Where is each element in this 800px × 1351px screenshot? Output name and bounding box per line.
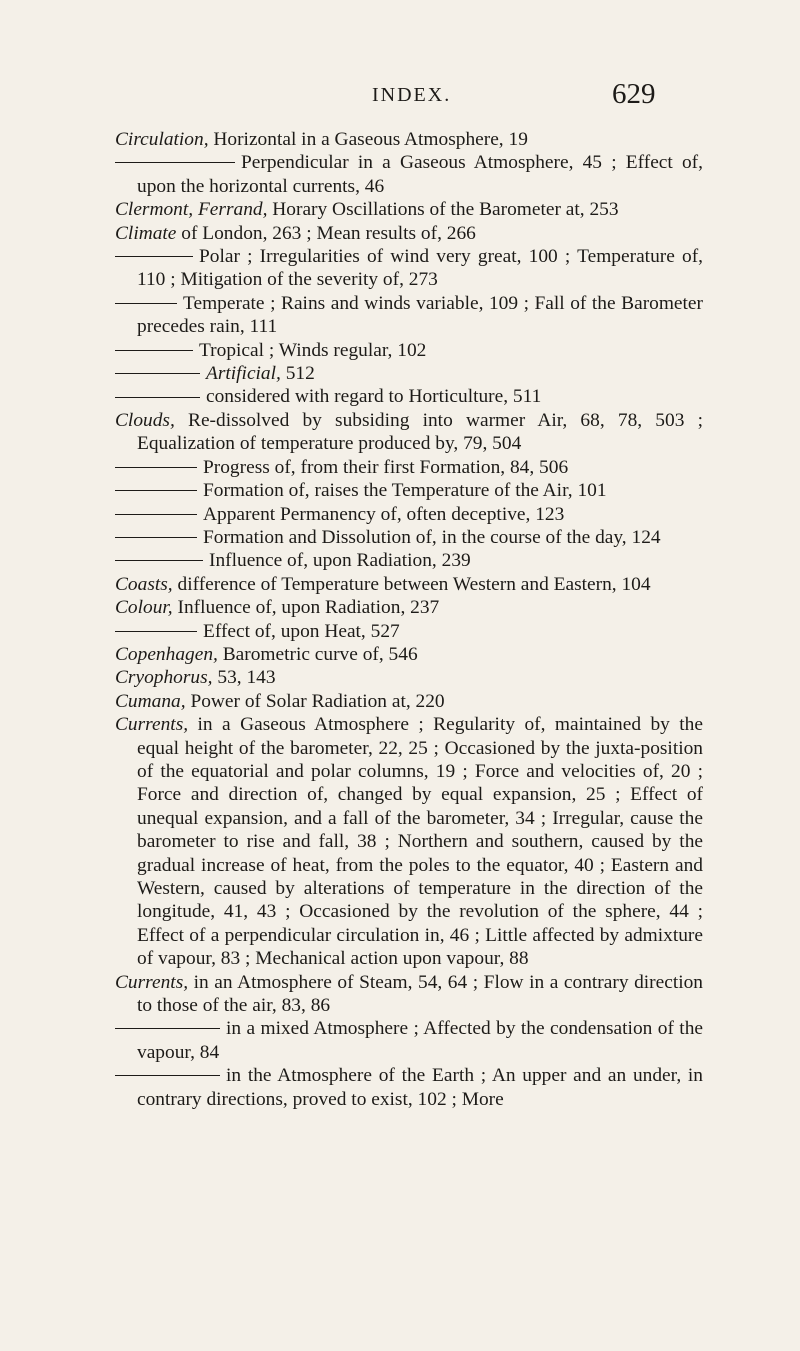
index-entry (115, 409, 703, 456)
entry-text: Tropical ; Winds regular, 102 (199, 339, 427, 361)
ditto-dash (115, 350, 193, 351)
index-entry (115, 479, 703, 502)
index-entry (115, 549, 703, 572)
entry-text: Power of Solar Radiation at, 220 (190, 690, 445, 712)
page-header (0, 78, 800, 118)
entry-text: in an Atmosphere of Steam, 54, 64 ; Flow in a contrary direction to those of the air, 83, 86 (137, 971, 703, 1017)
entry-heading: Cumana, (115, 690, 186, 712)
index-entry (115, 1017, 703, 1064)
index-entry (115, 385, 703, 408)
index-entry (115, 620, 703, 643)
entry-text: 512 (285, 363, 315, 385)
index-entry (115, 245, 703, 292)
entry-heading: Climate (115, 222, 177, 244)
index-entry (115, 643, 703, 666)
entry-text: Influence of, upon Radiation, 239 (209, 550, 471, 572)
ditto-dash (115, 256, 193, 257)
entry-text: Influence of, upon Radiation, 237 (177, 597, 440, 619)
ditto-dash (115, 397, 200, 398)
entry-text: in the Atmosphere of the Earth ; An upper and an under, in contrary directions, proved to exist, 102 ; More (137, 1065, 703, 1110)
index-entry (115, 456, 703, 479)
ditto-dash (115, 490, 197, 491)
running-head: INDEX. (372, 84, 452, 106)
entry-text: Effect of, upon Heat, 527 (203, 620, 400, 642)
index-entry (115, 666, 703, 689)
entry-heading: Colour, (115, 597, 173, 619)
ditto-dash (115, 1075, 220, 1076)
entry-text: Re-dissolved by subsiding into warmer Air, 68, 78, 503 ; Equalization of temperature produced by, 79, 504 (137, 409, 703, 455)
entry-heading: Artificial, (206, 363, 281, 385)
entry-text: considered with regard to Horticulture, 511 (206, 386, 542, 408)
index-body (115, 128, 703, 1111)
ditto-dash (115, 537, 197, 538)
entry-heading: Coasts, (115, 573, 173, 595)
index-entry (115, 526, 703, 549)
entry-text: in a mixed Atmosphere ; Affected by the condensation of the vapour, 84 (137, 1018, 703, 1063)
entry-text: Progress of, from their first Formation, 84, 506 (203, 456, 569, 478)
entry-text: Formation and Dissolution of, in the course of the day, 124 (203, 526, 661, 548)
ditto-dash (115, 514, 197, 515)
ditto-dash (115, 467, 197, 468)
entry-heading: Cryophorus, (115, 667, 213, 689)
entry-text: difference of Temperature between Western and Eastern, 104 (177, 573, 651, 595)
ditto-dash (115, 1028, 220, 1029)
entry-text: 53, 143 (217, 667, 276, 689)
entry-text: Temperate ; Rains and winds variable, 109 ; Fall of the Barometer precedes rain, 111 (137, 292, 703, 338)
index-entry (115, 573, 703, 596)
entry-text: Barometric curve of, 546 (222, 643, 418, 665)
entry-heading: Copenhagen, (115, 643, 218, 665)
index-entry (115, 292, 703, 339)
ditto-dash (115, 303, 177, 304)
index-entry (115, 690, 703, 713)
index-entry (115, 596, 703, 619)
index-entry (115, 222, 703, 245)
entry-heading: Currents, (115, 971, 189, 993)
index-entry (115, 1064, 703, 1111)
ditto-dash (115, 560, 203, 561)
index-entry (115, 503, 703, 526)
ditto-dash (115, 631, 197, 632)
index-entry (115, 128, 703, 151)
ditto-dash (115, 373, 200, 374)
entry-text: of London, 263 ; Mean results of, 266 (181, 222, 476, 244)
entry-text: Horary Oscillations of the Barometer at, 253 (272, 199, 619, 221)
entry-heading: Clermont, Ferrand, (115, 199, 268, 221)
entry-text: Apparent Permanency of, often deceptive, 123 (203, 503, 565, 525)
ditto-dash (115, 162, 235, 163)
index-entry (115, 971, 703, 1018)
page-number: 629 (612, 78, 656, 110)
entry-heading: Clouds, (115, 409, 175, 431)
entry-text: Polar ; Irregularities of wind very great, 100 ; Temperature of, 110 ; Mitigation of the severity of, 273 (137, 246, 703, 291)
entry-text: Horizontal in a Gaseous Atmosphere, 19 (213, 129, 528, 150)
entry-text: Formation of, raises the Temperature of the Air, 101 (203, 480, 607, 502)
entry-text: Perpendicular in a Gaseous Atmosphere, 45 ; Effect of, upon the horizontal currents, 46 (137, 152, 703, 197)
entry-text: in a Gaseous Atmosphere ; Regularity of, maintained by the equal height of the barometer, 22, 25 ; Occasioned by the juxta-position of the equatorial and polar columns, 19 ; Force and velocities of, 20 ; Force and direction of, changed by equal expansion, 25 ; Effect of unequal expansion, and a fall of the barometer, 34 ; Irregular, cause the barometer to rise and fall, 38 ; Northern and southern, caused by the gradual increase of heat, from the poles to the equator, 40 ; Eastern and Western, caused by alterations of temperature in the direction of the longitude, 41, 43 ; Occasioned by the revolution of the sphere, 44 ; Effect of a perpendicular circulation in, 46 ; Little affected by admixture of vapour, 83 ; Mechanical action upon vapour, 88 (137, 714, 703, 970)
entry-heading: Circulation, (115, 129, 209, 150)
index-entry (115, 713, 703, 970)
index-entry (115, 198, 703, 221)
entry-heading: Currents, (115, 714, 189, 736)
index-entry (115, 362, 703, 385)
index-entry (115, 339, 703, 362)
index-entry (115, 151, 703, 198)
